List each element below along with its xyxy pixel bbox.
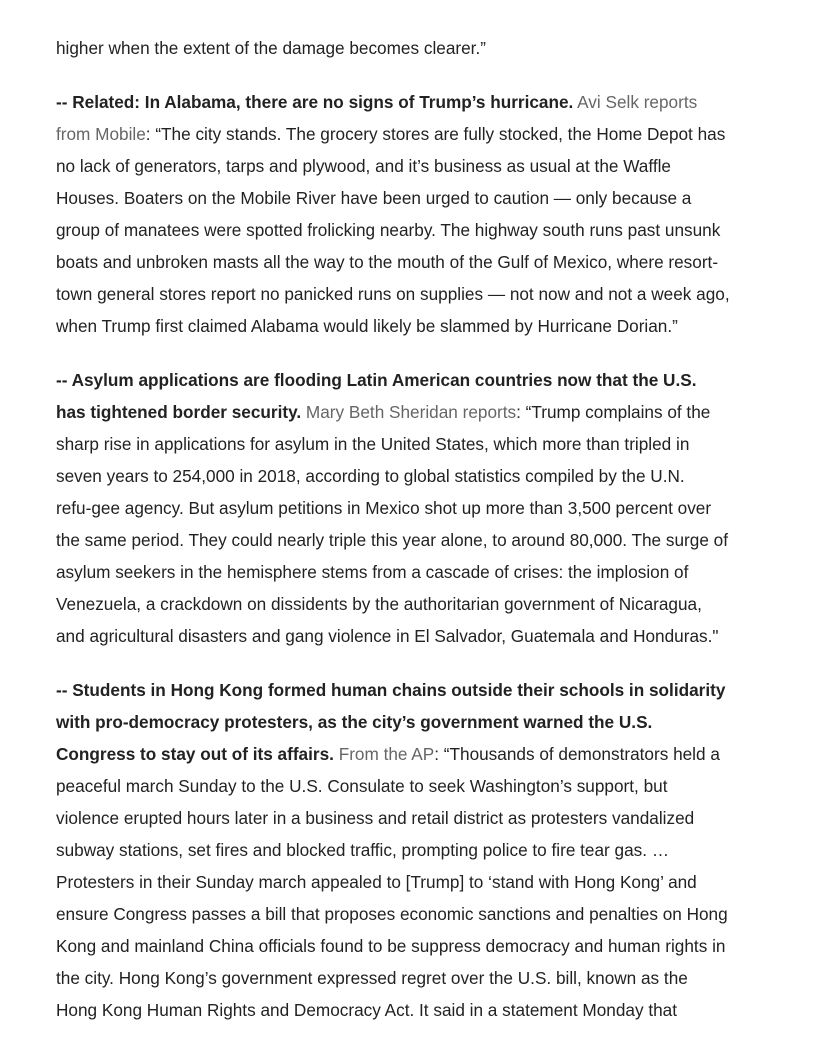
body-text: refu-gee agency. But asylum petitions in Mexico shot up more than 3,500 percent over [56, 498, 712, 518]
text-line [56, 396, 776, 428]
text-line [56, 802, 776, 834]
text-line [56, 246, 776, 278]
headline-text: -- Students in Hong Kong formed human chains outside their schools in solidarity [56, 680, 726, 700]
body-text: Kong and mainland China officials found to be suppress democracy and human rights in [56, 936, 726, 956]
text-line [56, 460, 776, 492]
body-text: higher when the extent of the damage becomes clearer.” [56, 38, 486, 58]
body-text: ensure Congress passes a bill that proposes economic sanctions and penalties on Hong [56, 904, 728, 924]
text-line [56, 930, 776, 962]
text-line [56, 588, 776, 620]
text-line [56, 492, 776, 524]
text-line [56, 770, 776, 802]
body-text: the same period. They could nearly triple this year alone, to around 80,000. The surge of [56, 530, 728, 550]
body-text: subway stations, set fires and blocked traffic, prompting police to fire tear gas. … [56, 840, 670, 860]
body-text: town general stores report no panicked runs on supplies — not now and not a week ago, [56, 284, 730, 304]
source-link[interactable]: Mary Beth Sheridan reports [305, 402, 517, 422]
body-text: the city. Hong Kong’s government expressed regret over the U.S. bill, known as the [56, 968, 688, 988]
body-text: violence erupted hours later in a business and retail district as protesters vandalized [56, 808, 695, 828]
source-link[interactable]: From the AP [338, 744, 435, 764]
body-text: : “Trump complains of the [516, 402, 711, 422]
text-line [56, 524, 776, 556]
body-text: peaceful march Sunday to the U.S. Consulate to seek Washington’s support, but [56, 776, 668, 796]
paragraph [56, 364, 776, 652]
body-text: seven years to 254,000 in 2018, according to global statistics compiled by the U.N. [56, 466, 685, 486]
body-text: asylum seekers in the hemisphere stems from a cascade of crises: the implosion of [56, 562, 689, 582]
headline-text: with pro-democracy protesters, as the city’s government warned the U.S. [56, 712, 653, 732]
paragraph [56, 674, 776, 1026]
headline-text: -- Asylum applications are flooding Latin American countries now that the U.S. [56, 370, 697, 390]
text-line [56, 620, 776, 652]
text-line [56, 118, 776, 150]
headline-text: Congress to stay out of its affairs. [56, 744, 334, 764]
text-line [56, 86, 776, 118]
text-line [56, 994, 776, 1026]
body-text: group of manatees were spotted frolicking nearby. The highway south runs past unsunk [56, 220, 721, 240]
text-line [56, 182, 776, 214]
text-line [56, 428, 776, 460]
headline-text: -- Related: In Alabama, there are no signs of Trump’s hurricane. [56, 92, 574, 112]
body-text: Hong Kong Human Rights and Democracy Act. It said in a statement Monday that [56, 1000, 677, 1020]
text-line [56, 738, 776, 770]
paragraph [56, 86, 776, 342]
body-text: Protesters in their Sunday march appealed to [Trump] to ‘stand with Hong Kong’ and [56, 872, 697, 892]
body-text: Houses. Boaters on the Mobile River have been urged to caution — only because a [56, 188, 692, 208]
body-text: : “The city stands. The grocery stores are fully stocked, the Home Depot has [145, 124, 726, 144]
text-line [56, 150, 776, 182]
text-line [56, 556, 776, 588]
body-text: and agricultural disasters and gang violence in El Salvador, Guatemala and Honduras." [56, 626, 719, 646]
body-text: boats and unbroken masts all the way to the mouth of the Gulf of Mexico, where resort- [56, 252, 719, 272]
text-line [56, 364, 776, 396]
headline-text: has tightened border security. [56, 402, 302, 422]
text-line [56, 310, 776, 342]
body-text: no lack of generators, tarps and plywood, and it’s business as usual at the Waffle [56, 156, 671, 176]
text-line [56, 674, 776, 706]
body-text: Venezuela, a crackdown on dissidents by the authoritarian government of Nicaragua, [56, 594, 702, 614]
article-body [56, 32, 776, 1048]
text-line [56, 706, 776, 738]
source-link[interactable]: from Mobile [56, 124, 146, 144]
text-line [56, 962, 776, 994]
source-link[interactable]: Avi Selk reports [577, 92, 698, 112]
text-line [56, 834, 776, 866]
text-line [56, 866, 776, 898]
text-line [56, 278, 776, 310]
text-line [56, 898, 776, 930]
text-line [56, 32, 776, 64]
body-text: sharp rise in applications for asylum in the United States, which more than tripled in [56, 434, 690, 454]
body-text: when Trump first claimed Alabama would likely be slammed by Hurricane Dorian.” [56, 316, 678, 336]
body-text: : “Thousands of demonstrators held a [434, 744, 720, 764]
text-line [56, 214, 776, 246]
paragraph [56, 32, 776, 64]
